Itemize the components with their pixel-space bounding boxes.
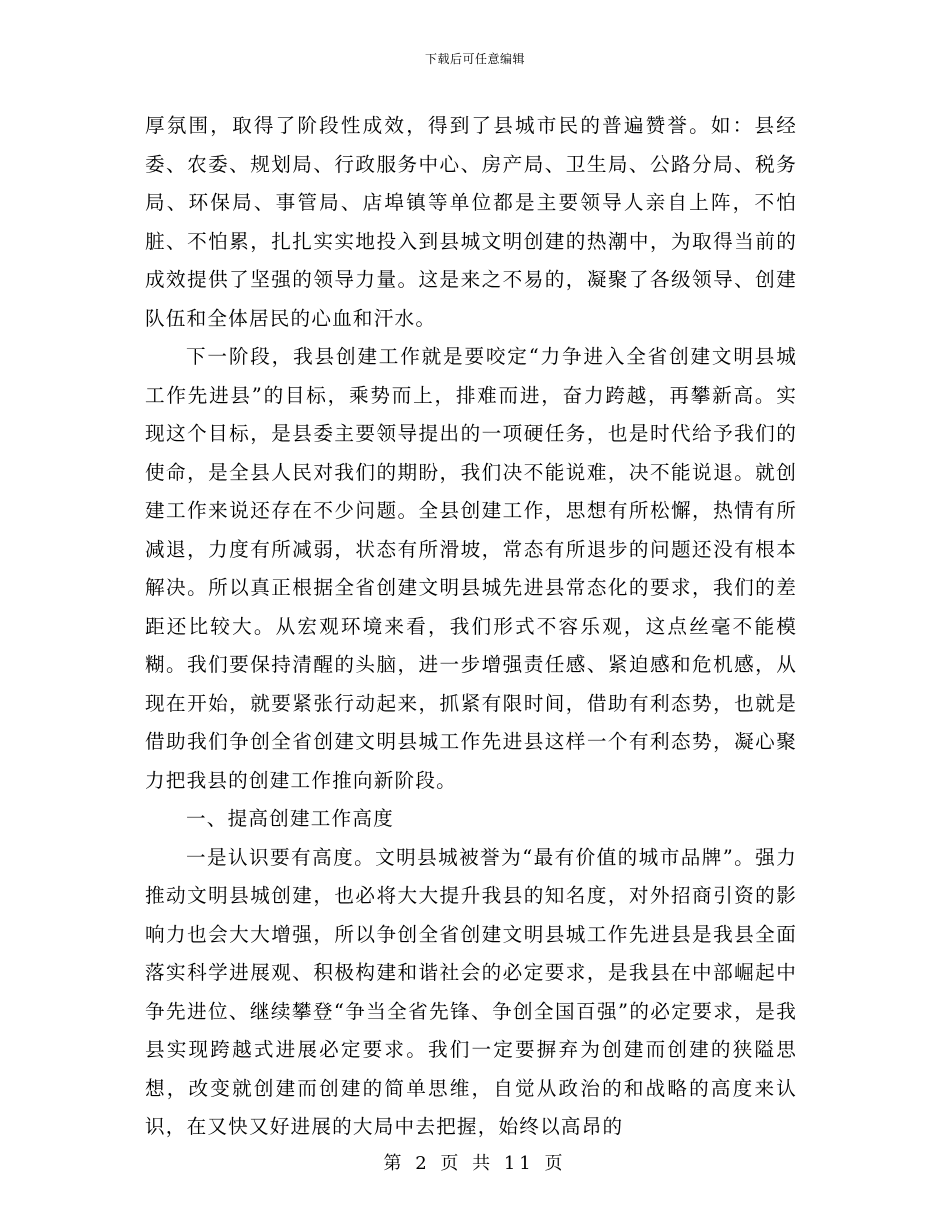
section-heading: 一、提高创建工作高度 [186, 807, 394, 830]
page-header: 下载后可任意编辑 [424, 52, 525, 66]
paragraph-next-stage: 下一阶段，我县创建工作就是要咬定“力争进入全省创建文明县城工作先进县”的目标，乘势而上，排难而进，奋力跨越，再攀新高。实现这个目标，是县委主要领导提出的一项硬任务，也是时代给予我们的使命，是全县人民对我们的期盼，我们决不能说难，决不能说退。就创建工作来说还存在不少问题。全县创建工作，思想有所松懈，热情有所减退，力度有所减弱，状态有所滑坡，常态有所退步的问题还没有根本解决。所以真正根据全省创建文明县城先进县常态化的要求，我们的差距还比较大。从宏观环境来看，我们形式不容乐观，这点丝毫不能模糊。我们要保持清醒的头脑，进一步增强责任感、紧迫感和危机感，从现在开始，就要紧张行动起来，抓紧有限时间，借助有利态势，也就是借助我们争创全省创建文明县城工作先进县这样一个有利态势，凝心聚力把我县的创建工作推向新阶段。 [145, 345, 797, 792]
document-body [145, 107, 797, 1147]
paragraph-continuation: 厚氛围，取得了阶段性成效，得到了县城市民的普遍赞誉。如：县经委、农委、规划局、行政服务中心、房产局、卫生局、公路分局、税务局、环保局、事管局、店埠镇等单位都是主要领导人亲自上阵，不怕脏、不怕累，扎扎实实地投入到县城文明创建的热潮中，为取得当前的成效提供了坚强的领导力量。这是来之不易的，凝聚了各级领导、创建队伍和全体居民的心血和汗水。 [145, 114, 797, 330]
page-number: 第 2 页 共 11 页 [383, 1153, 567, 1174]
paragraph-awareness: 一是认识要有高度。文明县城被誉为“最有价值的城市品牌”。强力推动文明县城创建，也必将大大提升我县的知名度，对外招商引资的影响力也会大大增强，所以争创全省创建文明县城工作先进县是我县全面落实科学进展观、积极构建和谐社会的必定要求，是我县在中部崛起中争先进位、继续攀登“争当全省先锋、争创全国百强”的必定要求，是我县实现跨越式进展必定要求。我们一定要摒弃为创建而创建的狭隘思想，改变就创建而创建的简单思维，自觉从政治的和战略的高度来认识，在又快又好进展的大局中去把握，始终以高昂的 [145, 845, 797, 1138]
